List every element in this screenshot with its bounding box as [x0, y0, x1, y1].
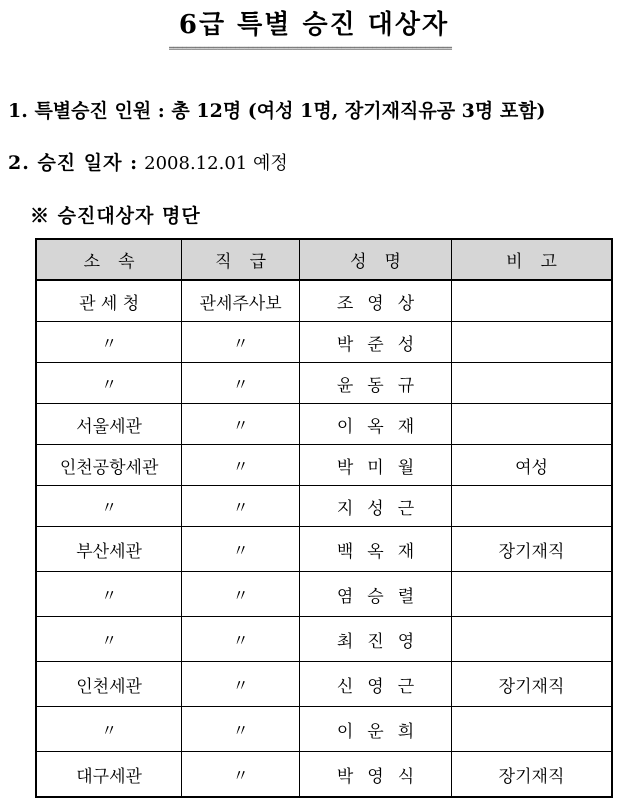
cell-note: [452, 363, 612, 404]
cell-name: 염승렬: [299, 572, 451, 617]
table-row: [36, 445, 612, 486]
cell-grade: 〃: [182, 322, 300, 363]
cell-org: 〃: [36, 707, 182, 752]
cell-note: 장기재직: [452, 752, 612, 798]
promotion-date-value: 2008.12.01 예정: [144, 153, 288, 174]
cell-org: 인천세관: [36, 662, 182, 707]
cell-org: 부산세관: [36, 527, 182, 572]
cell-name: 박준성: [299, 322, 451, 363]
cell-note: [452, 707, 612, 752]
item-promotion-date: [8, 150, 288, 177]
cell-org: 서울세관: [36, 404, 182, 445]
cell-grade: 〃: [182, 445, 300, 486]
table-row: [36, 707, 612, 752]
header-name: 성명: [299, 239, 451, 280]
title-underline: ================================================================: [168, 44, 452, 54]
cell-grade: 〃: [182, 752, 300, 798]
cell-note: [452, 322, 612, 363]
cell-note: 장기재직: [452, 662, 612, 707]
table-row: [36, 486, 612, 527]
cell-name: 조영상: [299, 280, 451, 322]
cell-org: 〃: [36, 322, 182, 363]
cell-grade: 〃: [182, 707, 300, 752]
cell-name: 지성근: [299, 486, 451, 527]
table-row: [36, 527, 612, 572]
cell-note: [452, 486, 612, 527]
cell-org: 〃: [36, 486, 182, 527]
section-heading: ※ 승진대상자 명단: [30, 205, 201, 227]
cell-grade: 〃: [182, 404, 300, 445]
cell-name: 박영식: [299, 752, 451, 798]
cell-note: 여성: [452, 445, 612, 486]
table-row: [36, 572, 612, 617]
table-row: [36, 363, 612, 404]
table-row: [36, 322, 612, 363]
table-row: [36, 404, 612, 445]
cell-grade: 〃: [182, 527, 300, 572]
cell-org: 〃: [36, 572, 182, 617]
cell-name: 최진영: [299, 617, 451, 662]
cell-note: [452, 280, 612, 322]
cell-org: 〃: [36, 617, 182, 662]
cell-grade: 〃: [182, 662, 300, 707]
cell-note: [452, 617, 612, 662]
cell-note: 장기재직: [452, 527, 612, 572]
table-row: [36, 617, 612, 662]
cell-org: 인천공항세관: [36, 445, 182, 486]
cell-org: 대구세관: [36, 752, 182, 798]
cell-name: 박미월: [299, 445, 451, 486]
cell-note: [452, 404, 612, 445]
header-note: 비고: [452, 239, 612, 280]
promotion-roster-table: [35, 238, 613, 798]
cell-name: 이옥재: [299, 404, 451, 445]
table-row: [36, 752, 612, 798]
cell-grade: 〃: [182, 486, 300, 527]
cell-name: 백옥재: [299, 527, 451, 572]
cell-org: 관 세 청: [36, 280, 182, 322]
header-grade: 직급: [182, 239, 300, 280]
item-headcount: 1. 특별승진 인원 : 총 12명 (여성 1명, 장기재직유공 3명 포함): [8, 100, 546, 122]
cell-grade: 〃: [182, 617, 300, 662]
cell-grade: 〃: [182, 572, 300, 617]
header-org: 소속: [36, 239, 182, 280]
cell-name: 윤동규: [299, 363, 451, 404]
document-title: 6급 특별 승진 대상자: [178, 10, 450, 40]
table-header-row: [36, 239, 612, 280]
cell-note: [452, 572, 612, 617]
cell-name: 이운희: [299, 707, 451, 752]
table-row: [36, 280, 612, 322]
cell-name: 신영근: [299, 662, 451, 707]
cell-grade: 〃: [182, 363, 300, 404]
cell-grade: 관세주사보: [182, 280, 300, 322]
promotion-date-label: 2. 승진 일자 :: [8, 152, 139, 174]
cell-org: 〃: [36, 363, 182, 404]
table-row: [36, 662, 612, 707]
